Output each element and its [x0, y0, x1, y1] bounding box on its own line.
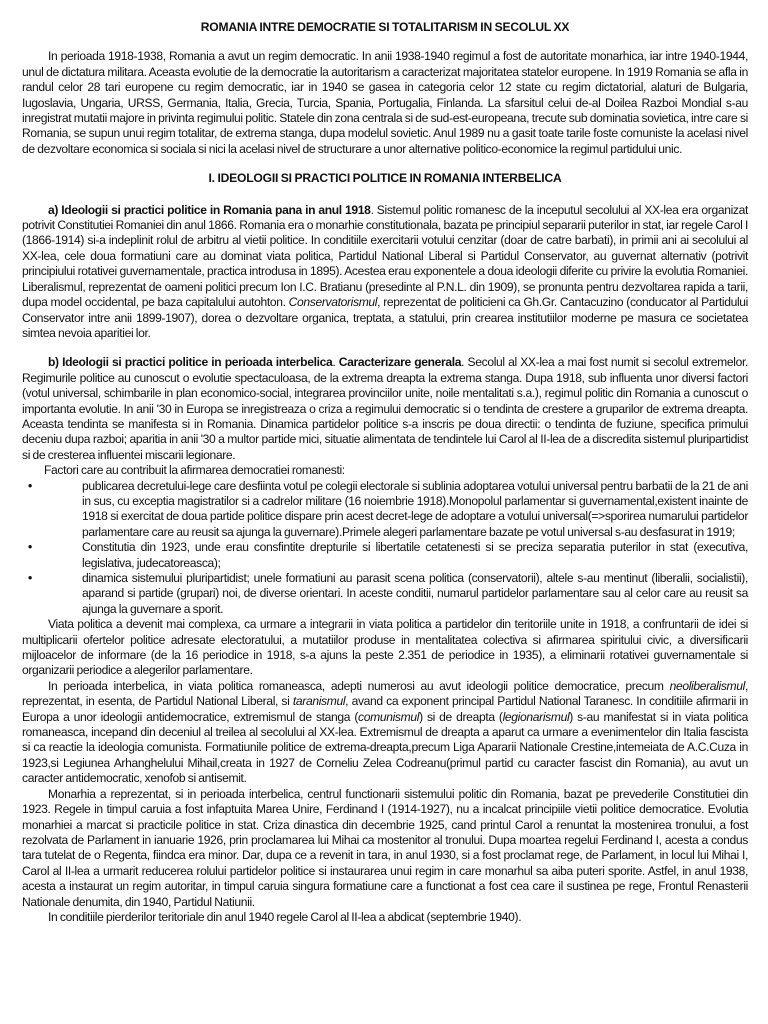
part-a-heading: a) Ideologii si practici politice in Romania pana in anul 1918 [48, 202, 371, 217]
part-a-term: Conservatorismul [288, 295, 378, 310]
factors-list [22, 479, 748, 618]
section-heading: I. IDEOLOGII SI PRACTICI POLITICE IN ROMANIA INTERBELICA [208, 171, 562, 186]
bullet-icon: • [28, 478, 32, 493]
list-item-text: Constitutia din 1923, unde erau consfintite drepturile si libertatile cetatenesti si se preciza separatia puterilor in stat (executiva, legislativa, judecatoreasca); [82, 540, 748, 570]
list-item-text: dinamica sistemului pluripartidist; unele formatiuni au parasit scena politica (conservatorii), altele s-au mentinut (liberalii, socialistii), aparand si partide (grupari) noi, de diverse orientari. In aceste conditii, numarul partidelor parlamentare sau al celor care au reusit sa ajunga la guvernare a sporit. [82, 571, 748, 616]
part-a-paragraph [22, 203, 748, 342]
final-paragraph: In conditiile pierderilor teritoriale din anul 1940 regele Carol al II-lea a abdicat (septembrie 1940). [48, 909, 522, 924]
part-b-text: . Secolul al XX-lea a mai fost numit si secolul extremelor. Regimurile politice au cunoscut o evolutie spectaculoasa, de la extrema dreapta la extrema stanga. Dupa 1918, sub influenta unor diversi factori (votul universal, schimbarile in plan economico-social, integrarea provinciilor unite, noile mentalitati s.a.), regimul politic din Romania a cunoscut o importanta evolutie. In anii '30 in Europa se inregistreaza o criza a regimului democratic si o tendinta de crestere a gruparilor de extrema dreapta. Aceasta tendinta se manifesta si in Romania. Dinamica partidelor politice s-a inscris pe doua directii: o tendinta de fuziune, specifica primului deceniu dupa razboi; aparitia in anii '30 a multor partide mici, situatie alimentata de tendintele lui Carol al II-lea de a discredita sistemul pluripartidist si de cresterea influentei miscarii legionare. [22, 355, 748, 462]
document-title: ROMANIA INTRE DEMOCRATIE SI TOTALITARISM IN SECOLUL XX [200, 20, 570, 34]
political-life-paragraph: Viata politica a devenit mai complexa, ca urmare a integrarii in viata politica a partidelor din teritoriile unite in 1918, a confruntarii de idei si multiplicarii ofertelor politice adresate electoratului, a mutatiilor produse in mentalitatea colectiva si afirmarea spiritului civic, a diversificarii mijloacelor de informare (de la 16 periodice in 1918, s-a ajuns la peste 2.351 de periodice in 1935), a eliminarii rotativei guvernamentale si organizarii periodice a alegerilor parlamentare. [22, 617, 748, 678]
term-communism: comunismul [358, 709, 420, 724]
part-b-heading: b) Ideologii si practici politice in perioada interbelica [48, 355, 333, 370]
list-item-text: publicarea decretului-lege care desfiinta votul pe colegii electorale si sublinia adoptarea votului universal pentru barbatii de la 21 de ani in sus, cu exceptia magistratilor si a cadrelor militare (16 noiembrie 1918).Monopolul parlamentar si guvernamental,existent inainte de 1918 si exercitat de doua partide politice dispare prin acest decret-lege de adoptare a votului universal(=>sporirea numarului partidelor parlamentare care au reusit sa ajunga la guvernare).Primele alegeri parlamentare bazate pe votul universal s-au desfasurat in 1919; [82, 478, 748, 539]
bullet-icon: • [28, 540, 32, 555]
list-item [22, 571, 748, 617]
document-page [22, 20, 748, 925]
list-item [22, 540, 748, 571]
factors-intro: Factori care au contribuit la afirmarea democratiei romanesti: [44, 463, 345, 478]
bullet-icon: • [28, 571, 32, 585]
list-item [22, 479, 748, 541]
ideologies-paragraph: In perioada interbelica, in viata politica romaneasca, adepti numerosi au avut ideologii politice democratice, precum neoliberalismul, reprezentat, in esenta, de Partidul National Liberal, si taranismul, avand ca exponent principal Partidul National Taranesc. In conditiile afirmarii in Europa a unor ideologii antidemocratice, extremismul de stanga (comunismul) si de dreapta (legionarismul) s-au manifestat si in viata politica romaneasca, incepand din deceniul al treilea al secolului al XX-lea. Extremismul de dreapta a aparut ca urmare a evenimentelor din Italia fascista si ca reactie la ideologia comunista. Formatiunile politice de extrema-dreapta,precum Liga Apararii Nationale Crestine,intemeiata de A.C.Cuza in 1923,si Legiunea Arhanghelului Mihail,creata in 1927 de Corneliu Zelea Codreanu(primul partid cu caracter fascist din Romania), au avut un caracter antidemocratic, xenofob si antisemit. [22, 678, 749, 786]
term-neoliberalism: neoliberalismul [669, 678, 745, 693]
part-b-subheading: Caracterizare generala [338, 355, 462, 370]
term-taranism: taranismul [292, 694, 346, 709]
intro-paragraph: In perioada 1918-1938, Romania a avut un regim democratic. In anii 1938-1940 regimul a fost de autoritate monarhica, iar intre 1940-1944, unul de dictatura militara. Aceasta evolutie de la democratie la autoritarism a caracterizat majoritatea statelor europene. In 1919 Romania se afla in randul celor 28 tari europene cu regim democratic, iar in 1940 se gasea in categoria celor 12 state cu regim dictatorial, alaturi de Bulgaria, Iugoslavia, Ungaria, URSS, Germania, Italia, Grecia, Turcia, Spania, Portugalia, Finlanda. La sfarsitul celui de-al Doilea Razboi Mondial s-au inregistrat mutatii majore in privinta regimului politic. Statele din zona centrala si de sud-est-europeana, trecute sub dominatia sovietica, intre care si Romania, se supun unui regim totalitar, de extrema stanga, dupa modelul sovietic. Anul 1989 nu a gasit toate tarile foste comuniste la acelasi nivel de dezvoltare economica si sociala si nici la acelasi nivel de structurare a unor alternative politico-economice la regimul partidului unic. [22, 49, 748, 156]
part-a-text-2: , reprezentat de politicieni ca Gh.Gr. Cantacuzino (conducator al Partidului Conservator intre anii 1899-1907), dorea o dezvoltare organica, treptata, a statului, prin crearea institutiilor moderne pe masura ce societatea simtea nevoia aparitiei lor. [22, 295, 748, 340]
part-b-paragraph: b) Ideologii si practici politice in perioada interbelica. Caracterizare generala. Secolul al XX-lea a mai fost numit si secolul extremelor. Regimurile politice au cunoscut o evolutie spectaculoasa, de la extrema dreapta la extrema stanga. Dupa 1918, sub influenta unor diversi factori (votul universal, schimbarile in plan economico-social, integrarea provinciilor unite, noile mentalitati s.a.), regimul politic din Romania a cunoscut o importanta evolutie. In anii '30 in Europa se inregistreaza o criza a regimului democratic si o tendinta de crestere a gruparilor de extrema dreapta. Aceasta tendinta se manifesta si in Romania. Dinamica partidelor politice s-a inscris pe doua directii: o tendinta de fuziune, specifica primului deceniu dupa razboi; aparitia in anii '30 a multor partide mici, situatie alimentata de tendintele lui Carol al II-lea de a discredita sistemul pluripartidist si de cresterea influentei miscarii legionare. [22, 355, 748, 462]
monarchy-paragraph: Monarhia a reprezentat, si in perioada interbelica, centrul functionarii sistemului politic din Romania, bazat pe prevederile Constitutiei din 1923. Regele in timpul caruia a fost infaptuita Marea Unire, Ferdinand I (1914-1927), nu a incalcat principiile vietii politice democratice. Evolutia monarhiei a marcat si practicile politice in stat. Criza dinastica din decembrie 1925, cand printul Carol a renuntat la mostenirea tronului, a fost rezolvata de Parlament in ianuarie 1926, prin proclamarea lui Mihai ca mostenitor al tronului. Dupa moartea regelui Ferdinand I, acesta a condus tara tutelat de o Regenta, fiindca era minor. Dar, dupa ce a revenit in tara, in anul 1930, si a fost proclamat rege, de Parlament, in locul lui Mihai I, Carol al II-lea a urmarit reducerea rolului partidelor politice si instaurarea unui regim in care monarhul sa aiba puteri sporite. Astfel, in anul 1938, acesta a instaurat un regim autoritar, in timpul caruia singura formatiune care a functionat a fost cea care il sustinea pe rege, Frontul Renasterii Nationale denumita, din 1940, Partidul Natiunii. [22, 786, 748, 909]
term-legionarism: legionarismul [502, 709, 570, 724]
part-a-text-1: . Sistemul politic romanesc de la inceputul secolului al XX-lea era organizat potrivit Constitutiei Romaniei din anul 1866. Romania era o monarhie constitutionala, bazata pe principiul separarii puterilor in stat, iar regele Carol I (1866-1914) si-a indeplinit rolul de arbitru al vietii politice. In conditiile exercitarii votului cenzitar (doar de catre barbati), in primii ani ai secolului al XX-lea, cele doua formatiuni care au dominat viata politica, Partidul National Liberal si Partidul Conservator, au guvernat alternativ (potrivit principiului rotativei guvernamentale, practica introdusa in 1895). Acestea erau exponentele a doua ideologii diferite cu privire la evolutia Romaniei. Liberalismul, reprezentat de oameni politici precum Ion I.C. Bratianu (presedinte al P.N.L. din 1909), se pronunta pentru dezvoltarea rapida a tarii, dupa model occidental, pe baza capitalului autohton. [22, 202, 748, 310]
